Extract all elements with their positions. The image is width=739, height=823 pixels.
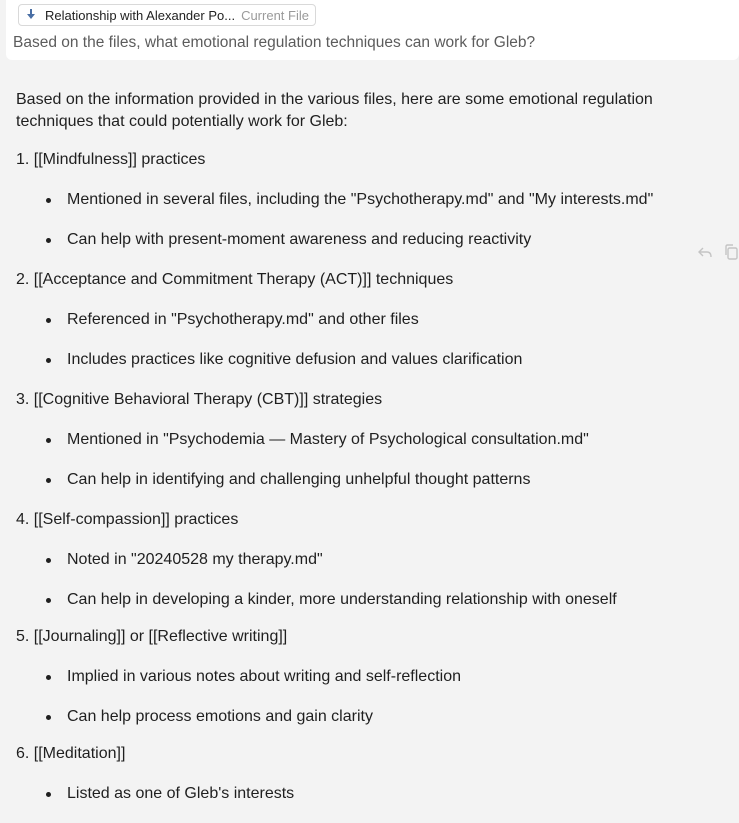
bullet-item (16, 229, 716, 251)
answer-intro (16, 89, 716, 133)
bullet-item (16, 429, 716, 451)
bullet-item (16, 309, 716, 331)
intro-line: Based on the information provided in the various files, here are some emotional regulation (16, 91, 653, 108)
assistant-answer (16, 89, 716, 823)
bullet-dot (46, 675, 51, 680)
message-actions (697, 244, 739, 260)
list-item (16, 149, 716, 251)
bullet-dot (46, 238, 51, 243)
bullet-text: Can help in developing a kinder, more understanding relationship with oneself (67, 591, 617, 608)
copy-icon[interactable] (723, 244, 739, 260)
list-item (16, 509, 716, 611)
bullet-text: Implied in various notes about writing and self-reflection (67, 668, 461, 685)
file-name: Relationship with Alexander Po... (45, 7, 236, 23)
bullet-dot (46, 478, 51, 483)
bullet-item (16, 189, 716, 211)
bullet-dot (46, 318, 51, 323)
current-file-chip[interactable] (18, 4, 316, 26)
bullet-text: Includes practices like cognitive defusion and values clarification (67, 351, 523, 368)
bullet-text: Noted in "20240528 my therapy.md" (67, 551, 323, 568)
bullet-item (16, 589, 716, 611)
current-file-tag: Current File (241, 7, 309, 23)
list-item-title: 6. [[Meditation]] (16, 745, 126, 762)
reply-icon[interactable] (697, 244, 713, 260)
list-item (16, 626, 716, 728)
bullet-item (16, 666, 716, 688)
intro-line: techniques that could potentially work for Gleb: (16, 113, 348, 130)
list-item (16, 743, 716, 805)
list-item (16, 269, 716, 371)
bullet-item (16, 349, 716, 371)
bullet-item (16, 469, 716, 491)
list-item-title: 5. [[Journaling]] or [[Reflective writing]] (16, 628, 288, 645)
bullet-text: Referenced in "Psychotherapy.md" and other files (67, 311, 419, 328)
bullet-text: Listed as one of Gleb's interests (67, 785, 295, 802)
bullet-text: Can help in identifying and challenging unhelpful thought patterns (67, 471, 531, 488)
bullet-text: Mentioned in "Psychodemia — Mastery of Psychological consultation.md" (67, 431, 589, 448)
bullet-dot (46, 558, 51, 563)
bullet-dot (46, 598, 51, 603)
list-item-title: 2. [[Acceptance and Commitment Therapy (ACT)]] techniques (16, 271, 454, 288)
bullet-dot (46, 438, 51, 443)
bullet-dot (46, 715, 51, 720)
user-query: Based on the files, what emotional regulation techniques can work for Gleb? (13, 34, 536, 51)
list-item-title: 1. [[Mindfulness]] practices (16, 151, 206, 168)
list-item (16, 389, 716, 491)
bullet-text: Mentioned in several files, including the "Psychotherapy.md" and "My interests.md" (67, 191, 654, 208)
bullet-text: Can help process emotions and gain clarity (67, 708, 373, 725)
query-card (6, 0, 739, 60)
list-item-title: 3. [[Cognitive Behavioral Therapy (CBT)]] strategies (16, 391, 383, 408)
list-item-title: 4. [[Self-compassion]] practices (16, 511, 239, 528)
bullet-item (16, 549, 716, 571)
bullet-text: Can help with present-moment awareness and reducing reactivity (67, 231, 532, 248)
bullet-dot (46, 792, 51, 797)
bullet-item (16, 706, 716, 728)
bullet-dot (46, 358, 51, 363)
bullet-item (16, 783, 716, 805)
bullet-dot (46, 198, 51, 203)
pin-icon (25, 8, 37, 22)
